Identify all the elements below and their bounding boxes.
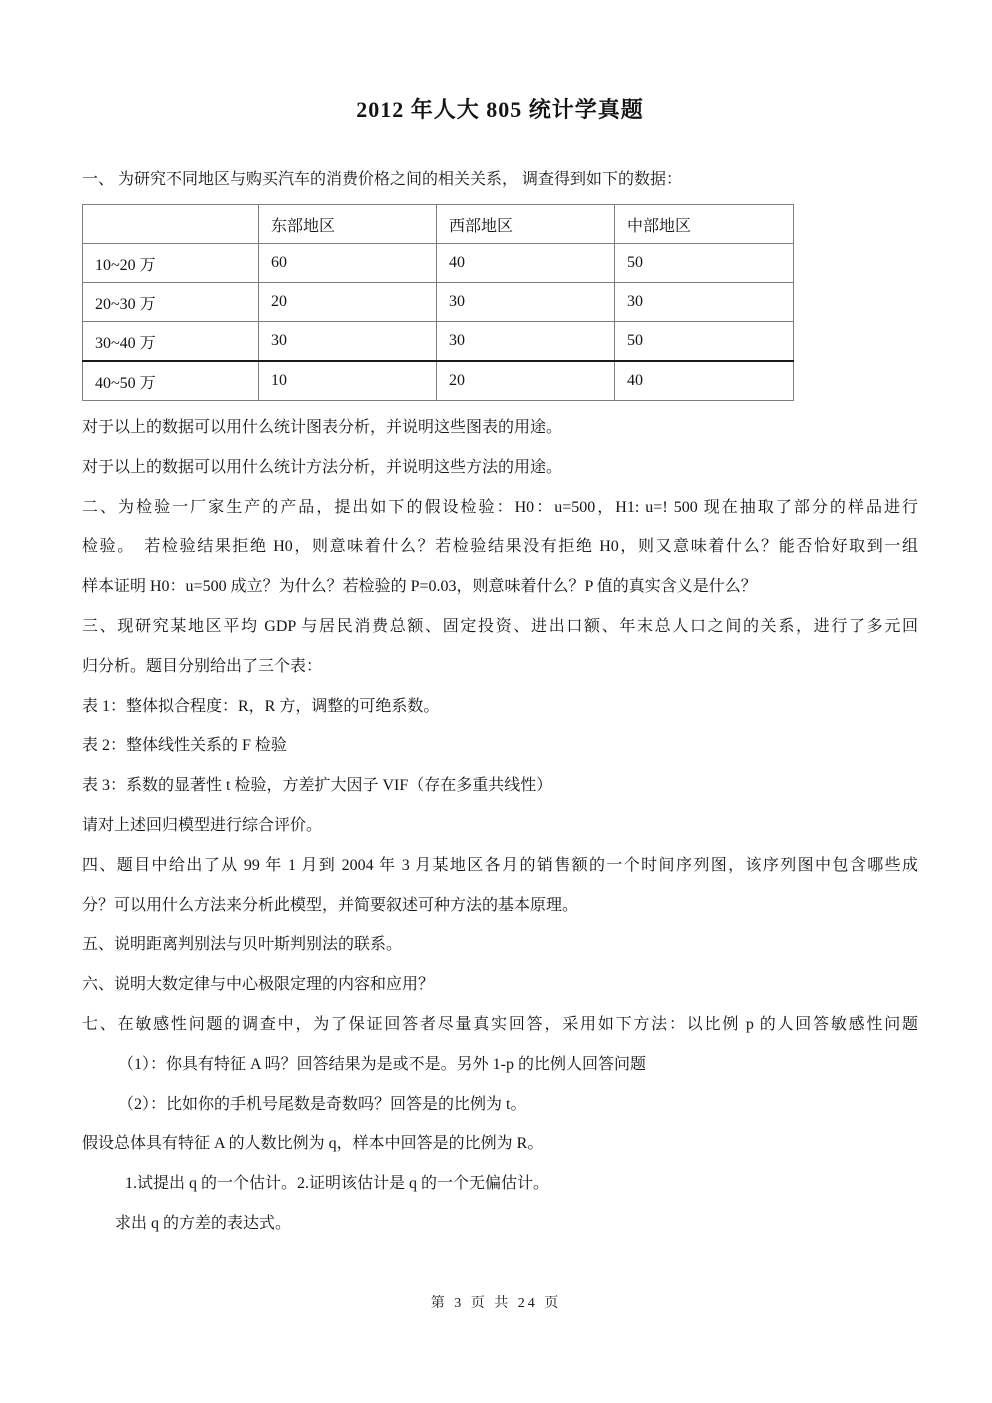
q3-table-2-desc: 表 2：整体线性关系的 F 检验 bbox=[82, 737, 287, 755]
question-text-block bbox=[82, 408, 918, 1244]
value-cell: 30 bbox=[437, 283, 615, 322]
value-cell: 40 bbox=[615, 361, 794, 401]
value-cell: 10 bbox=[259, 361, 437, 401]
value-cell: 30 bbox=[259, 322, 437, 362]
q4-line-2: 分？可以用什么方法来分析此模型，并简要叙述可种方法的基本原理。 bbox=[82, 896, 579, 914]
q7-tasks-line: 1.试提出 q 的一个估计。2.证明该估计是 q 的一个无偏估计。 bbox=[125, 1175, 550, 1193]
q7-assumption-line: 假设总体具有特征 A 的人数比例为 q，样本中回答是的比例为 R。 bbox=[82, 1135, 544, 1153]
header-cell-central: 中部地区 bbox=[615, 205, 794, 244]
table-header-row bbox=[83, 205, 794, 244]
q7-item-2: （2）：比如你的手机号尾数是奇数吗？回答是的比例为 t。 bbox=[118, 1095, 527, 1113]
q2-line-1: 二、为检验一厂家生产的产品，提出如下的假设检验：H0：u=500，H1: u=! 500 现在抽取了部分的样品进行 bbox=[82, 498, 918, 516]
q1-followup-methods: 对于以上的数据可以用什么统计方法分析，并说明这些方法的用途。 bbox=[82, 458, 563, 476]
header-cell-east: 东部地区 bbox=[259, 205, 437, 244]
page-title: 2012 年人大 805 统计学真题 bbox=[356, 97, 644, 122]
value-cell: 20 bbox=[259, 283, 437, 322]
table-row bbox=[83, 244, 794, 283]
question-1-prompt: 一、 为研究不同地区与购买汽车的消费价格之间的相关关系， 调查得到如下的数据： bbox=[82, 171, 683, 188]
q7-item-1: （1）：你具有特征 A 吗？回答结果为是或不是。另外 1-p 的比例人回答问题 bbox=[118, 1055, 647, 1073]
value-cell: 60 bbox=[259, 244, 437, 283]
value-cell: 30 bbox=[437, 322, 615, 362]
survey-data-table bbox=[82, 204, 794, 401]
value-cell: 20 bbox=[437, 361, 615, 401]
q1-followup-charts: 对于以上的数据可以用什么统计图表分析，并说明这些图表的用途。 bbox=[82, 419, 563, 436]
value-cell: 50 bbox=[615, 244, 794, 283]
header-cell-west: 西部地区 bbox=[437, 205, 615, 244]
q7-line-1: 七、在敏感性问题的调查中，为了保证回答者尽量真实回答，采用如下方法：以比例 p 的人回答敏感性问题 bbox=[82, 1015, 918, 1033]
header-cell-empty bbox=[83, 205, 259, 244]
q3-line-2: 归分析。题目分别给出了三个表： bbox=[82, 657, 323, 675]
q3-line-1: 三、现研究某地区平均 GDP 与居民消费总额、固定投资、进出口额、年末总人口之间的关系，进行了多元回 bbox=[82, 617, 918, 635]
row-label-cell: 30~40 万 bbox=[83, 322, 259, 362]
q3-table-3-desc: 表 3：系数的显著性 t 检验，方差扩大因子 VIF（存在多重共线性） bbox=[82, 777, 553, 795]
q4-line-1: 四、题目中给出了从 99 年 1 月到 2004 年 3 月某地区各月的销售额的一个时间序列图，该序列图中包含哪些成 bbox=[82, 856, 918, 874]
value-cell: 30 bbox=[615, 283, 794, 322]
q3-evaluate-line: 请对上述回归模型进行综合评价。 bbox=[82, 816, 323, 834]
q7-variance-line: 求出 q 的方差的表达式。 bbox=[115, 1214, 292, 1232]
row-label-cell: 20~30 万 bbox=[83, 283, 259, 322]
q6-line: 六、说明大数定律与中心极限定理的内容和应用？ bbox=[82, 976, 435, 994]
value-cell: 40 bbox=[437, 244, 615, 283]
q2-line-2: 检验。 若检验结果拒绝 H0，则意味着什么？若检验结果没有拒绝 H0，则又意味着什么？能否恰好取到一组 bbox=[82, 538, 918, 556]
q5-line: 五、说明距离判别法与贝叶斯判别法的联系。 bbox=[82, 936, 403, 954]
q2-line-3: 样本证明 H0：u=500 成立？为什么？若检验的 P=0.03，则意味着什么？P 值的真实含义是什么？ bbox=[82, 578, 757, 596]
table-row bbox=[83, 361, 794, 401]
row-label-cell: 40~50 万 bbox=[83, 361, 259, 401]
q3-table-1-desc: 表 1：整体拟合程度：R，R 方，调整的可绝系数。 bbox=[82, 697, 440, 715]
page-number-footer: 第 3 页 共 24 页 bbox=[430, 1296, 562, 1311]
table-row bbox=[83, 322, 794, 362]
row-label-cell: 10~20 万 bbox=[83, 244, 259, 283]
table-row bbox=[83, 283, 794, 322]
value-cell: 50 bbox=[615, 322, 794, 362]
